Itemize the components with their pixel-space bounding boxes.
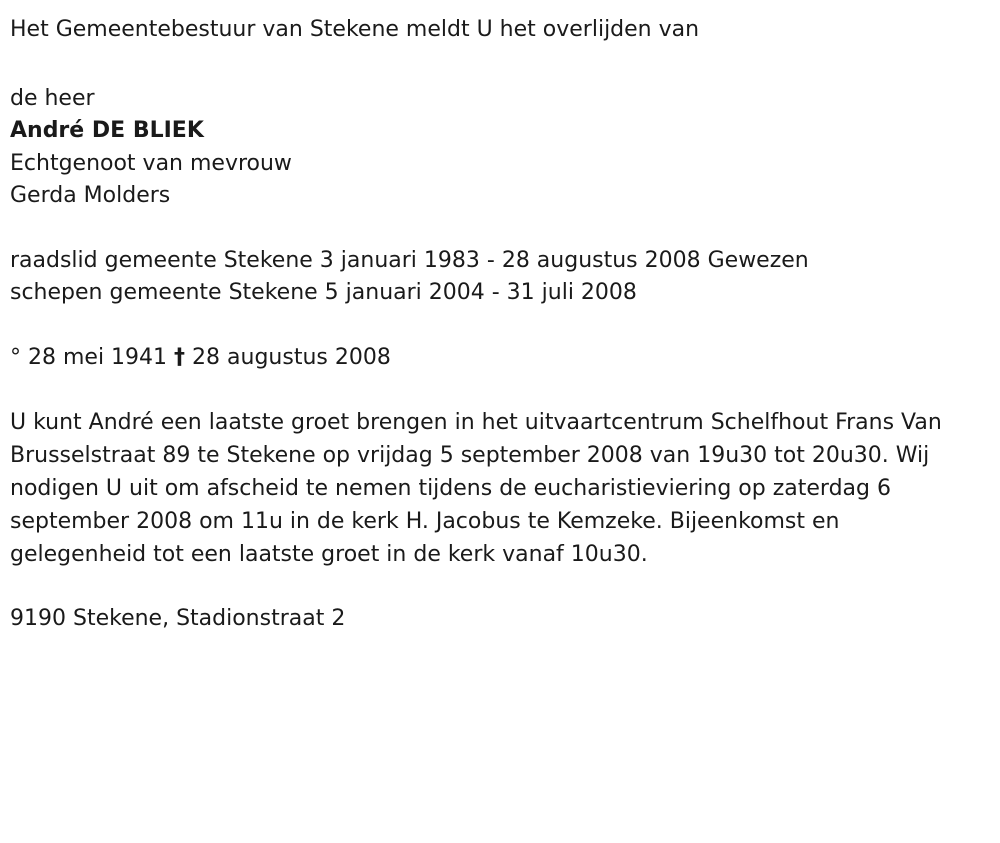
spacer <box>10 571 982 603</box>
spacer <box>10 213 982 245</box>
birth-date: 28 mei 1941 <box>28 344 168 370</box>
roles-line-2: schepen gemeente Stekene 5 januari 2004 - 31 juli 2008 <box>10 280 637 306</box>
birth-death-dates <box>10 342 982 375</box>
spouse-label: Echtgenoot van mevrouw <box>10 150 292 176</box>
spacer <box>10 47 982 83</box>
birth-symbol: ° <box>10 344 21 370</box>
salutation-text: de heer <box>10 85 95 111</box>
death-symbol: † <box>174 344 186 370</box>
spacer <box>10 310 982 342</box>
death-date: 28 augustus 2008 <box>192 344 391 370</box>
announcement-text: Het Gemeentebestuur van Stekene meldt U het overlijden van <box>10 17 700 42</box>
spouse-name: Gerda Molders <box>10 183 171 209</box>
roles-line-1: raadslid gemeente Stekene 3 januari 1983 - 28 augustus 2008 Gewezen <box>10 247 809 273</box>
deceased-name: André DE BLIEK <box>10 118 204 144</box>
spacer <box>10 374 982 406</box>
address-line: 9190 Stekene, Stadionstraat 2 <box>10 606 346 632</box>
farewell-paragraph: U kunt André een laatste groet brengen in het uitvaartcentrum Schelfhout Frans Van Brusselstraat 89 te Stekene op vrijdag 5 september 2008 van 19u30 tot 20u30. Wij nodigen U uit om afscheid te nemen tijdens de eucharistieviering op zaterdag 6 september 2008 om 11u in de kerk H. Jacobus te Kemzeke. Bijeenkomst en gelegenheid tot een laatste groet in de kerk vanaf 10u30. <box>10 410 942 568</box>
